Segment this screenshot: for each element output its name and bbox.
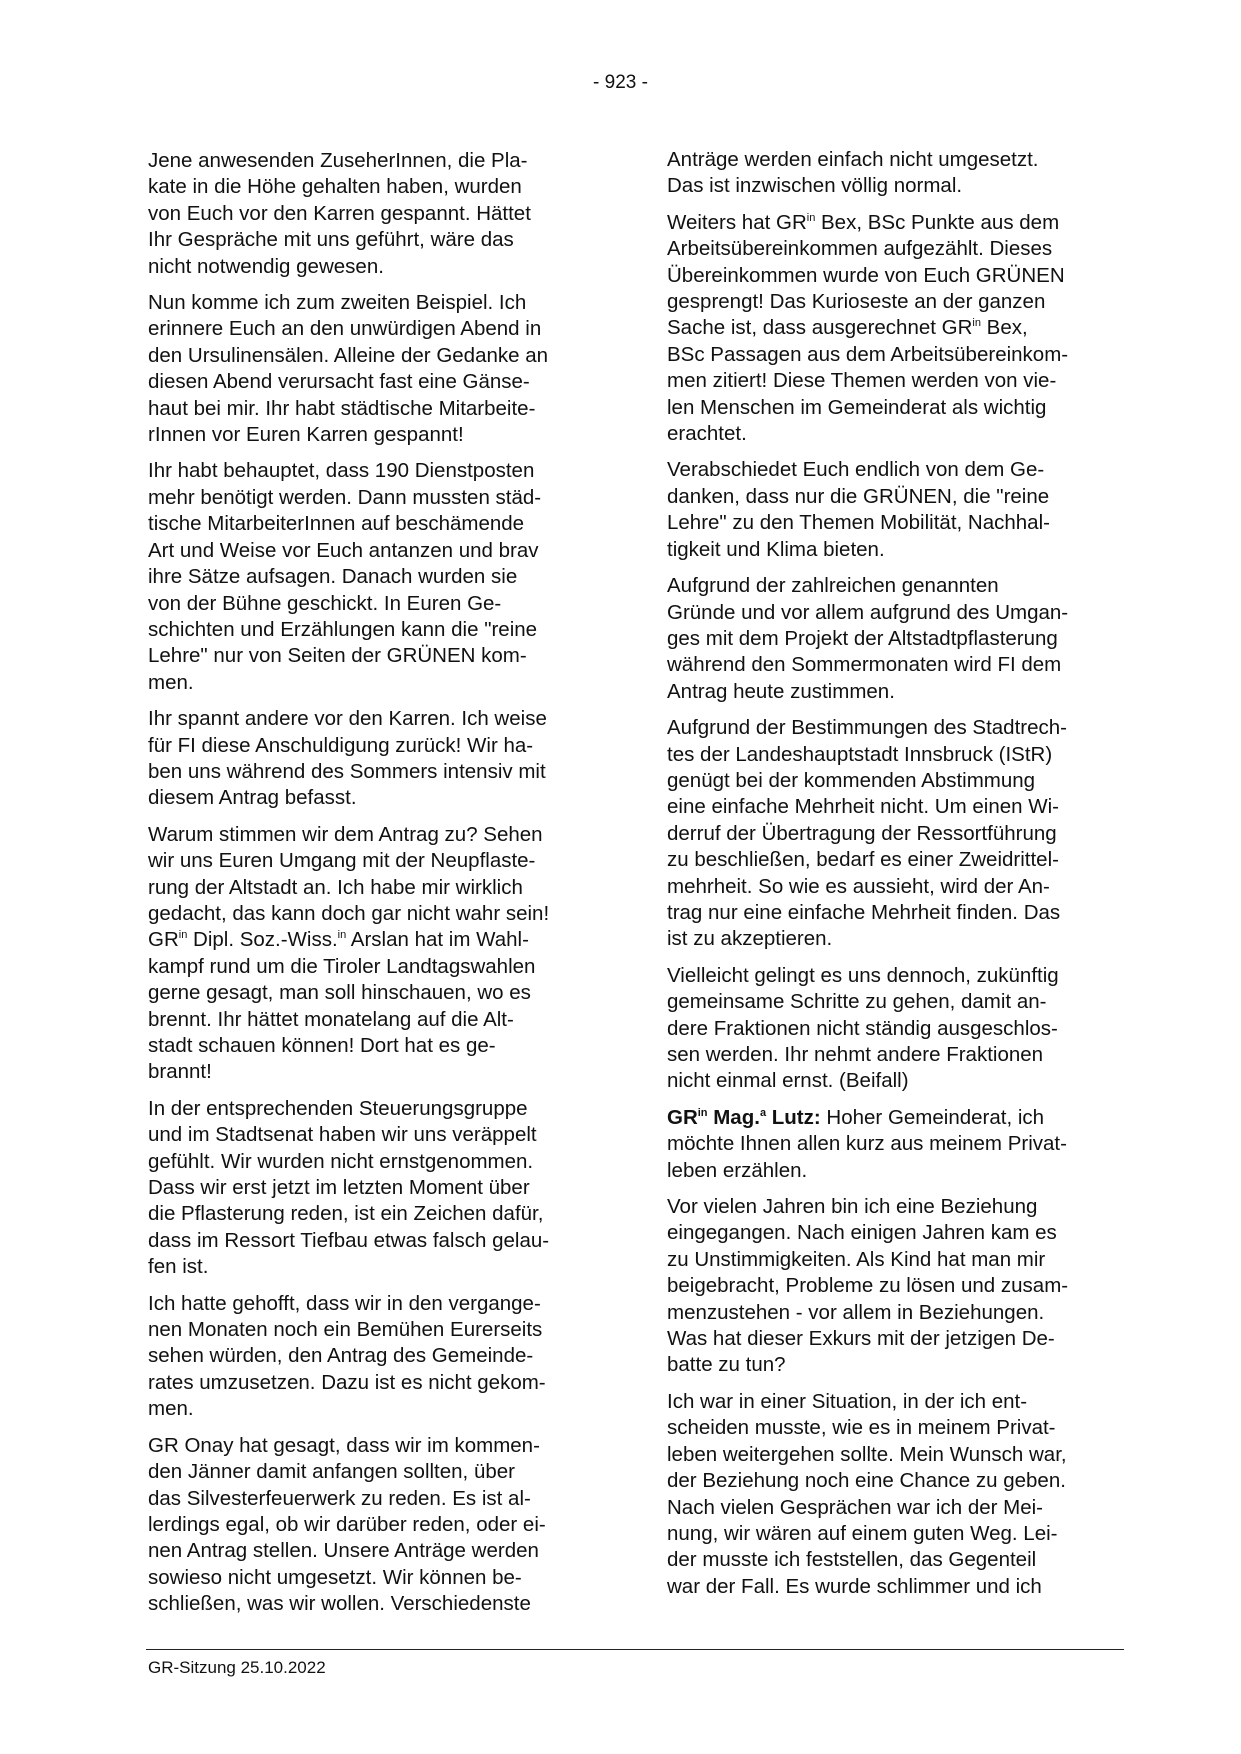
paragraph [667,1194,1117,1379]
text-line: haut bei mir. Ihr habt städtische Mitarbeite- [148,396,536,420]
paragraph [148,1291,598,1423]
text-line: menzustehen - vor allem in Beziehungen. [667,1300,1045,1324]
text-line: genügt bei der kommenden Abstimmung [667,768,1036,792]
text-line: erachtet. [667,422,747,446]
text-line: dass im Ressort Tiefbau etwas falsch gelau- [148,1228,550,1252]
text-line: war der Fall. Es wurde schlimmer und ich [667,1574,1042,1598]
text-line: kate in die Höhe gehalten haben, wurden [148,175,522,199]
text-line: ges mit dem Projekt der Altstadtpflasterung [667,626,1058,650]
paragraph [148,822,598,1086]
superscript-in: in [972,317,981,330]
text-line: leben weitergehen sollte. Mein Wunsch war, [667,1442,1067,1466]
paragraph [667,1105,1117,1184]
text-line: ist zu akzeptieren. [667,927,833,951]
text-line: nicht notwendig gewesen. [148,254,384,278]
text-line: gemeinsame Schritte zu gehen, damit an- [667,990,1047,1014]
text-line: für FI diese Anschuldigung zurück! Wir ha- [148,733,534,757]
text-line: rates umzusetzen. Dazu ist es nicht gekom- [148,1370,546,1394]
text-line: schichten und Erzählungen kann die "reine [148,617,538,641]
text-line: tigkeit und Klima bieten. [667,537,885,561]
paragraph [148,148,598,280]
text-line: sehen würden, den Antrag des Gemeinde- [148,1344,534,1368]
text-line: Verabschiedet Euch endlich von dem Ge- [667,458,1045,482]
text-line: rInnen vor Euren Karren gespannt! [148,423,464,447]
text-line: diesem Antrag befasst. [148,786,357,810]
text-line: Art und Weise vor Euch antanzen und brav [148,538,539,562]
text-line: Dass wir erst jetzt im letzten Moment über [148,1176,530,1200]
text-line [667,315,1117,341]
paragraph [148,458,598,696]
text-line: Aufgrund der Bestimmungen des Stadtrech- [667,716,1067,740]
line-rest: Bex, BSc Punkte aus dem [815,210,1060,234]
text-line: Nun komme ich zum zweiten Beispiel. Ich [148,291,527,315]
text-line: Ihr Gespräche mit uns geführt, wäre das [148,228,514,252]
text-line: danken, dass nur die GRÜNEN, die "reine [667,484,1050,508]
text-line: kampf rund um die Tiroler Landtagswahlen [148,954,536,978]
footer-session-date: GR-Sitzung 25.10.2022 [148,1658,326,1677]
text-line: Warum stimmen wir dem Antrag zu? Sehen [148,822,543,846]
line-start: Sache ist, dass ausgerechnet GR [667,316,973,340]
line-rest: Arslan hat im Wahl- [346,928,529,952]
line-rest: Hoher Gemeinderat, ich [820,1105,1045,1129]
superscript-in: in [178,929,188,942]
text-line: mehr benötigt werden. Dann mussten städ- [148,485,542,509]
text-line: Ich war in einer Situation, in der ich ent- [667,1389,1028,1413]
text-line: und im Stadtsenat haben wir uns veräppelt [148,1123,537,1147]
text-line: fen ist. [148,1255,209,1279]
text-line: Übereinkommen wurde von Euch GRÜNEN [667,263,1065,287]
text-line: men. [148,1397,194,1421]
text-line: tes der Landeshauptstadt Innsbruck (IStR) [667,742,1053,766]
text-line: gesprengt! Das Kurioseste an der ganzen [667,290,1046,314]
text-line: Arbeitsübereinkommen aufgezählt. Dieses [667,237,1053,261]
text-line: batte zu tun? [667,1353,786,1377]
text-line: nung, wir wären auf einem guten Weg. Lei- [667,1521,1058,1545]
text-line: der Beziehung noch eine Chance zu geben. [667,1469,1066,1493]
text-line: möchte Ihnen allen kurz aus meinem Privat- [667,1132,1067,1156]
text-line: dere Fraktionen nicht ständig ausgeschlos- [667,1016,1058,1040]
superscript-in: in [806,211,816,224]
paragraph [148,1433,598,1618]
text-line: den Ursulinensälen. Alleine der Gedanke an [148,343,549,367]
text-line: zu beschließen, bedarf es einer Zweidrittel- [667,848,1059,872]
text-line: men. [148,670,194,694]
line-rest: Bex, [980,316,1028,340]
paragraph [667,210,1117,448]
text-line [148,927,598,953]
paragraph [667,715,1117,953]
text-line: tische MitarbeiterInnen auf beschämende [148,512,525,536]
text-line: Gründe und vor allem aufgrund des Umgan- [667,600,1069,624]
paragraph [667,573,1117,705]
text-line: von der Bühne geschickt. In Euren Ge- [148,591,502,615]
text-line: während den Sommermonaten wird FI dem [667,653,1062,677]
text-line: gefühlt. Wir wurden nicht ernstgenommen. [148,1149,534,1173]
text-line: nen Antrag stellen. Unsere Anträge werden [148,1539,539,1563]
text-line [667,1105,1117,1131]
text-line: Antrag heute zustimmen. [667,679,895,703]
superscript-in: in [697,1106,708,1119]
text-line: Lehre" zu den Themen Mobilität, Nachhal- [667,511,1050,535]
paragraph [667,147,1117,200]
paragraph [148,706,598,812]
superscript-in: in [337,929,347,942]
text-line: nicht einmal ernst. (Beifall) [667,1069,909,1093]
text-line: stadt schauen können! Dort hat es ge- [148,1034,496,1057]
left-column [148,148,598,1628]
text-line: ben uns während des Sommers intensiv mit [148,759,546,783]
page-number: - 923 - [593,72,648,93]
superscript-a: a [759,1106,767,1119]
footer-divider [146,1649,1124,1650]
paragraph [148,1096,598,1281]
text-line: Vor vielen Jahren bin ich eine Beziehung [667,1195,1038,1219]
text-line: eine einfache Mehrheit nicht. Um einen Wi- [667,795,1059,819]
text-line: Was hat dieser Exkurs mit der jetzigen De- [667,1327,1055,1351]
text-line: sowieso nicht umgesetzt. Wir können be- [148,1565,522,1589]
text-line: gerne gesagt, man soll hinschauen, wo es [148,981,531,1005]
right-column [667,147,1117,1610]
text-line: trag nur eine einfache Mehrheit finden. Das [667,900,1061,924]
text-line: Anträge werden einfach nicht umgesetzt. [667,148,1039,171]
text-line: erinnere Euch an den unwürdigen Abend in [148,317,542,341]
title-gr: GR [148,928,179,952]
text-line: Ihr spannt andere vor den Karren. Ich weise [148,707,547,731]
text-line: men zitiert! Diese Themen werden von vie- [667,369,1057,393]
text-line: Aufgrund der zahlreichen genannten [667,574,999,598]
text-line: den Jänner damit anfangen sollten, über [148,1460,515,1484]
text-line: Jene anwesenden ZuseherInnen, die Pla- [148,149,528,172]
text-line: lerdings egal, ob wir darüber reden, oder ei- [148,1512,546,1536]
text-line: von Euch vor den Karren gespannt. Hättet [148,201,531,225]
speaker-title: GR [667,1105,698,1129]
text-line: die Pflasterung reden, ist ein Zeichen dafür, [148,1202,544,1226]
text-line: brennt. Ihr hättet monatelang auf die Alt- [148,1007,514,1031]
text-line: gedacht, das kann doch gar nicht wahr sein! [148,901,550,925]
text-line: leben erzählen. [667,1158,808,1182]
text-line: GR Onay hat gesagt, dass wir im kommen- [148,1433,540,1457]
text-line: ihre Sätze aufsagen. Danach wurden sie [148,565,518,589]
title-text: Dipl. Soz.-Wiss. [187,928,338,952]
text-line: wir uns Euren Umgang mit der Neupflaste- [148,849,536,873]
text-line: Ihr habt behauptet, dass 190 Dienstposten [148,459,535,483]
text-line: eingegangen. Nach einigen Jahren kam es [667,1221,1057,1245]
text-line: scheiden musste, wie es in meinem Privat- [667,1416,1056,1440]
text-line: diesen Abend verursacht fast eine Gänse- [148,370,530,394]
text-line: Lehre" nur von Seiten der GRÜNEN kom- [148,644,527,668]
text-line: Das ist inzwischen völlig normal. [667,174,963,198]
text-line: Vielleicht gelingt es uns dennoch, zukünftig [667,963,1059,987]
text-line: rung der Altstadt an. Ich habe mir wirklich [148,875,523,899]
speaker-surname: Lutz: [766,1105,821,1129]
text-line: nen Monaten noch ein Bemühen Eurerseits [148,1318,543,1342]
paragraph [667,1389,1117,1600]
text-line: Ich hatte gehofft, dass wir in den vergange- [148,1291,541,1315]
text-line: mehrheit. So wie es aussieht, wird der An- [667,874,1050,898]
paragraph [667,963,1117,1095]
text-line: Nach vielen Gesprächen war ich der Mei- [667,1495,1043,1519]
speaker-degree: Mag. [707,1105,760,1129]
text-line: zu Unstimmigkeiten. Als Kind hat man mir [667,1247,1046,1271]
text-line: brannt! [148,1060,212,1084]
text-line: sen werden. Ihr nehmt andere Fraktionen [667,1043,1044,1066]
paragraph [148,290,598,448]
speaker-name [667,1106,821,1129]
paragraph [667,457,1117,563]
text-line: das Silvesterfeuerwerk zu reden. Es ist al- [148,1486,531,1510]
text-line: BSc Passagen aus dem Arbeitsübereinkom- [667,342,1069,366]
text-line: der musste ich feststellen, das Gegenteil [667,1548,1037,1572]
text-line: len Menschen im Gemeinderat als wichtig [667,395,1047,419]
text-line: In der entsprechenden Steuerungsgruppe [148,1096,528,1120]
text-line: derruf der Übertragung der Ressortführung [667,821,1057,845]
line-start: Weiters hat GR [667,210,807,234]
text-line [667,210,1117,236]
text-line: schließen, was wir wollen. Verschiedenste [148,1592,531,1616]
text-line: beigebracht, Probleme zu lösen und zusam- [667,1274,1069,1298]
